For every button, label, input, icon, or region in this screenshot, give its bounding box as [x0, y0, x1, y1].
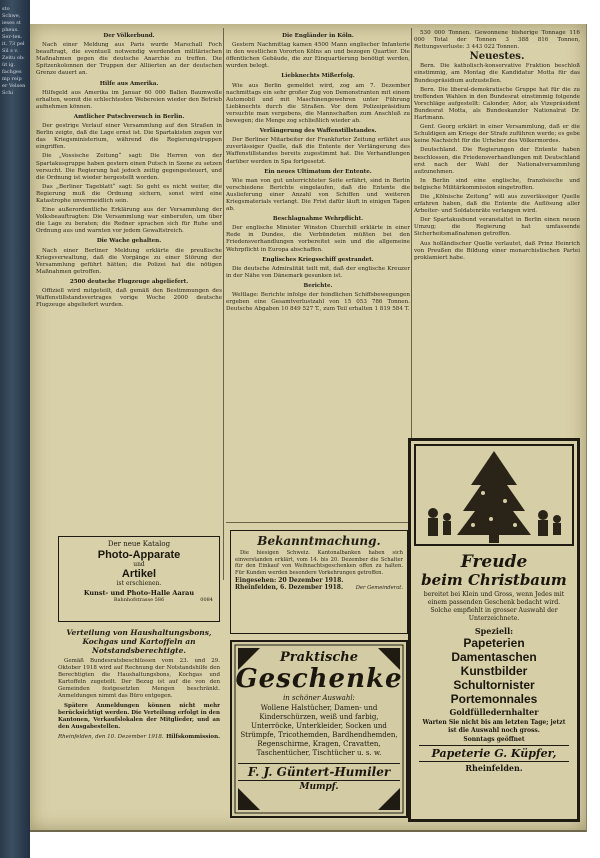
christbaum-line2: beim Christbaum: [421, 571, 567, 589]
news-item: In Berlin sind eine englische, französische und belgische Militärkommission eingetroffen.: [414, 177, 580, 191]
headline: Englisches Kriegsschiff gestrandet.: [262, 256, 374, 263]
verteilung-title: Verteilung von Haushaltungsbons, Kochgas und Kartoffeln an Notstandsberechtigte.: [66, 628, 212, 655]
bekanntmachung-place: Rheinfelden, 6. Dezember 1918.: [235, 583, 344, 591]
newspaper-page: [30, 24, 587, 832]
christbaum-item: Schultornister: [453, 678, 535, 692]
geschenke-sub: in schöner Auswahl:: [283, 694, 355, 702]
christbaum-city: Rheinfelden.: [465, 763, 523, 773]
article-text: Der gestrige Verlauf einer Versammlung auf den Straßen in Berlin zeigte, daß die Lage ernst ist. Die Spartakisten zogen vor das Kriegsministerium, während die Regierungstruppen eingriffen.: [36, 123, 222, 151]
headline: Verlängerung des Waffenstillstandes.: [259, 128, 377, 135]
headline: Der Völkerbund.: [103, 33, 155, 39]
geschenke-title1: Praktische: [280, 650, 358, 665]
catalog-line1: Der neue Katalog: [107, 540, 171, 548]
article-text: Gestern Nachmittag kamen 4500 Mann englischer Infanterie in den westlichen Vororten Kölns an und bezogen Quartier. Die öffentlichen Gebäude, die zur Einquartierung benötigt werden, wurden belegt.: [226, 42, 410, 70]
news-item: Die „Kölnische Zeitung“ will aus zuverlässiger Quelle erfahren haben, daß die Entente die Auflösung aller Arbeiter- und Soldatenräte verlangen wird.: [414, 193, 580, 215]
verteilung-notice: [58, 628, 220, 824]
column-1: [36, 30, 222, 582]
catalog-line6: Kunst- und Photo-Halle Aarau: [83, 589, 195, 597]
article-text: Der englische Minister Winston Churchill erklärte in einer Rede in Dundee, die Verbündeten müßten bei den Friedensverhandlungen vorbereitet sein und die allgemeine Wehrpflicht in Europa abschaffen.: [226, 225, 410, 253]
christbaum-item: Damentaschen: [451, 650, 537, 664]
column-2: [226, 30, 410, 530]
catalog-line3: und: [133, 561, 145, 568]
article-text: Eine außerordentliche Erklärung aus der Versammlung der Volksbeauftragten: Die Versammlung war einberufen, um über die Lage zu beraten; die Redner sprachen sich für Ruhe und Ordnung aus und warnten vor jedem Gewaltstreich.: [36, 207, 222, 235]
catalog-line2: Photo-Apparate: [97, 549, 181, 561]
christbaum-item: Papeterien: [463, 636, 525, 650]
christbaum-ad: [408, 438, 580, 822]
verteilung-signer: Hilfskommission.: [166, 734, 220, 740]
headline: Hilfe aus Amerika.: [99, 80, 159, 87]
binding-edge-text: sto Schwe, ieses st pheus. Ser-ten. it. 73 pel Sil s v. Zeitu ob: üt ig. fachges mp reip er Velsen Schi: [2, 6, 26, 96]
article-text: Das „Berliner Tageblatt“ sagt: So geht es nicht weiter, die Regierung muß die Ordnung sichern, sonst wird eine Katastrophe unvermeidlich sein.: [36, 183, 222, 204]
catalog-line5: ist erschienen.: [116, 580, 162, 587]
column-rule: [223, 28, 224, 580]
news-item: Aus holländischer Quelle verlautet, daß Prinz Heinrich von Preußen die Bildung einer monarchistischen Partei proklamiert habe.: [414, 240, 580, 261]
article-text: Wie man von gut unterrichteter Seite erfährt, sind in Berlin verschiedene Berichte eingelaufen, daß die Entente die Auslieferung einer Anzahl von Schiffen und weiteren Kriegsmaterials verlangt. Die Frist dafür läuft in einigen Tagen ab.: [226, 177, 410, 213]
geschenke-firm: F. J. Güntert-Humiler: [247, 765, 391, 779]
book-binding: [0, 0, 30, 858]
headline: Die Wache gehalten.: [96, 238, 162, 245]
christmas-tree-illustration: [411, 441, 577, 551]
article-text: Offiziell wird mitgeteilt, daß gemäß den Bestimmungen des Waffenstillstandsvertrages vorige Woche 2000 deutsche Flugzeuge abgeliefert wurden.: [36, 288, 222, 309]
news-item: Bern. Die katholisch-konservative Fraktion beschloß einstimmig, am Montag die Kandidatur Motta für das Bundespräsidium aufzustellen.: [414, 63, 580, 84]
bekanntmachung-signer: Der Gemeinderat.: [355, 584, 403, 591]
christbaum-item: Kunstbilder: [460, 664, 528, 678]
christbaum-firm: Papeterie G. Küpfer,: [431, 747, 557, 760]
article-text: Die deutsche Admiralität teilt mit, daß der englische Kreuzer in der Nähe von Dänemark gesunken ist.: [226, 265, 410, 279]
column-3: [414, 30, 580, 470]
article-text: Nach einer Meldung aus Paris wurde Marschall Foch beauftragt, die eventuell notwendig werdenden militärischen Maßnahmen gegen die deutsche Anarchie zu treffen. Die Spitzenkolonnen der Truppen der Alliierten an der deutschen Grenze dauert an.: [36, 42, 222, 77]
christbaum-item: Portemonnales: [450, 692, 538, 706]
headline: Beschlagnahme Wehrpflicht.: [272, 216, 364, 223]
bekanntmachung-title: Bekanntmachung.: [257, 534, 381, 548]
christbaum-body: bereitet bei Klein und Gross, wenn Jedes mit einem passenden Geschenk bedacht wird. Solche empfiehlt in grosser Auswahl der Unterzeichnete.: [423, 591, 565, 622]
article-text: Weltlage: Berichte infolge der feindlichen Schiffsbewegungen ergeben eine Gesamtverlustzahl von 15 053 786 Tonnen. Deutsche Abgaben 10 849 527 T., zum Teil erhalten 1 819 584 T.: [226, 292, 410, 313]
article-text: Wie aus Berlin gemeldet wird, zog am 7. Dezember nachmittags ein sehr großer Zug von Demonstranten mit einem Automobil und mit Maschinengewehren unter Führung Liebknechts durch die Straßen. Vor dem Polizeipräsidium versuchte man vergebens, die Mannschaften zum Anschluß zu bewegen; die Menge zog schließlich wieder ab.: [226, 82, 410, 125]
headline: Ein neues Ultimatum der Entente.: [264, 168, 372, 175]
geschenke-title2: Geschenke: [235, 664, 403, 694]
news-item: Genf. Georg erklärt in einer Versammlung, daß er die Schuldigen am Kriege der Strafe zuführen werde; es gebe keine Nachsicht für die Urheber des Völkermordes.: [414, 124, 580, 145]
news-item: Deutschland. Die Regierungen der Entente haben beschlossen, die Friedensverhandlungen mit Deutschland erst nach der Wahl der Nationalversammlung aufzunehmen.: [414, 147, 580, 175]
catalog-code: 0084: [200, 597, 213, 603]
photo-catalog-ad: [58, 536, 220, 622]
catalog-address: Bahnhofstrasse 586: [113, 597, 165, 603]
verteilung-body: Gemäß Bundesratsbeschlüssen vom 23. und 29. Oktober 1918 wird auf Rechnung der Notstandshilfe den Berechtigten die Haushaltungsbons, Kochgas und Kartoffeln zugeteilt. Der Bezug ist auf die von den Gemeinden festgesetzten Mengen beschränkt. Anmeldungen nimmt das Büro entgegen.: [58, 658, 220, 699]
headline: Berichte.: [303, 282, 333, 289]
geschenke-body: Wollene Halstücher, Damen- und Kinderschürzen, weiß und farbig, Unterröcke, Unterkleider, Socken und Strümpfe, Tricothemden, Bardhendhemden, Regenschirme, Kragen, Cravatten, Taschentücher, Tischtücher u. s. w.: [240, 704, 398, 757]
bekanntmachung-body: Die hiesigen Schweiz. Kantonalbanken haben sich einverstanden erklärt, vom 14. bis 20. Dezember die Schalter für den Einkauf von Weihnachtsgeschenken offen zu halten. Für Kunden werden besondere Vorkehrungen getroffen.: [235, 550, 403, 576]
christbaum-sunday: Sonntags geöffnet: [463, 736, 525, 743]
bekanntmachung-notice: [230, 530, 408, 634]
news-item: Bern. Die liberal-demokratische Gruppe hat für die zu treffenden Wahlen in den Bundesrat einstimmig folgende Vorschläge aufgestellt: Calonder, Ador, als Vizepräsident Bundesrat Motta, als Bundeskanzler Nationalrat Dr. Hartmann.: [414, 86, 580, 122]
column-rule: [411, 28, 412, 468]
neuestes-heading: Neuestes.: [469, 51, 525, 63]
headline: Amtlicher Putschversuch in Berlin.: [73, 113, 185, 120]
geschenke-ad: [230, 640, 408, 818]
article-text: Die „Vossische Zeitung“ sagt: Die Herren von der Spartakusgruppe haben gestern einen Putsch in Szene zu setzen versucht. Die Regierung hat jedoch zeitig gegengesteuert, und die Ordnung ist wieder hergestellt worden.: [36, 153, 222, 181]
catalog-line4: Artikel: [121, 568, 157, 580]
article-text: Der Berliner Mitarbeiter der Frankfurter Zeitung erfährt aus zuverlässiger Quelle, daß die Entente der Verlängerung des Waffenstillstandes bereits zugestimmt hat. Die Verhandlungen darüber werden in Spa fortgesetzt.: [226, 137, 410, 165]
christbaum-notice: Warten Sie nicht bis am letzten Tage; jetzt ist die Auswahl noch gross.: [422, 719, 566, 734]
christbaum-speziell: Speziell:: [474, 626, 514, 636]
verteilung-dateline: Rheinfelden, den 10. Dezember 1918.: [58, 734, 164, 740]
headline: Liebknechts Mißerfolg.: [281, 73, 355, 80]
bekanntmachung-date: Eingesehen: 20 Dezember 1918.: [235, 577, 344, 585]
verteilung-tail: Spätere Anmeldungen können nicht mehr berücksichtigt werden. Die Verteilung erfolgt in den Kantonen, Verkaufslokalen der Mitglieder, und an den Ausgabestellen.: [58, 703, 220, 730]
article-text: Hilfsgeld aus Amerika im Januar 60 000 Ballen Baumwolle erhalten, womit die schlechtesten Webereien wieder den Betrieb aufnehmen können.: [36, 89, 222, 110]
christbaum-gold: Goldfülledernhalter: [449, 707, 539, 717]
headline: Die Engländer in Köln.: [282, 33, 354, 39]
geschenke-city: Mumpf.: [299, 782, 339, 792]
article-text: 530 000 Tonnen. Gewonnene bisherige Tonnage 116 000 Total der Tonnen 3 388 816 Tonnen, Rettungsverluste: 3 443 022 Tonnen.: [414, 30, 580, 51]
christbaum-line1: Freude: [460, 552, 528, 572]
news-item: Der Spartakusbund veranstaltet in Berlin einen neuen Umzug; die Regierung hat umfassende Sicherheitsmaßnahmen getroffen.: [414, 217, 580, 238]
headline: 2500 deutsche Flugzeuge abgeliefert.: [69, 278, 189, 285]
article-text: Nach einer Berliner Meldung erklärte die preußische Kriegsverwaltung, daß die Vorgänge zu einer Störung der Versammlung geführt hätten; die Polizei hat die nötigen Maßnahmen getroffen.: [36, 247, 222, 275]
